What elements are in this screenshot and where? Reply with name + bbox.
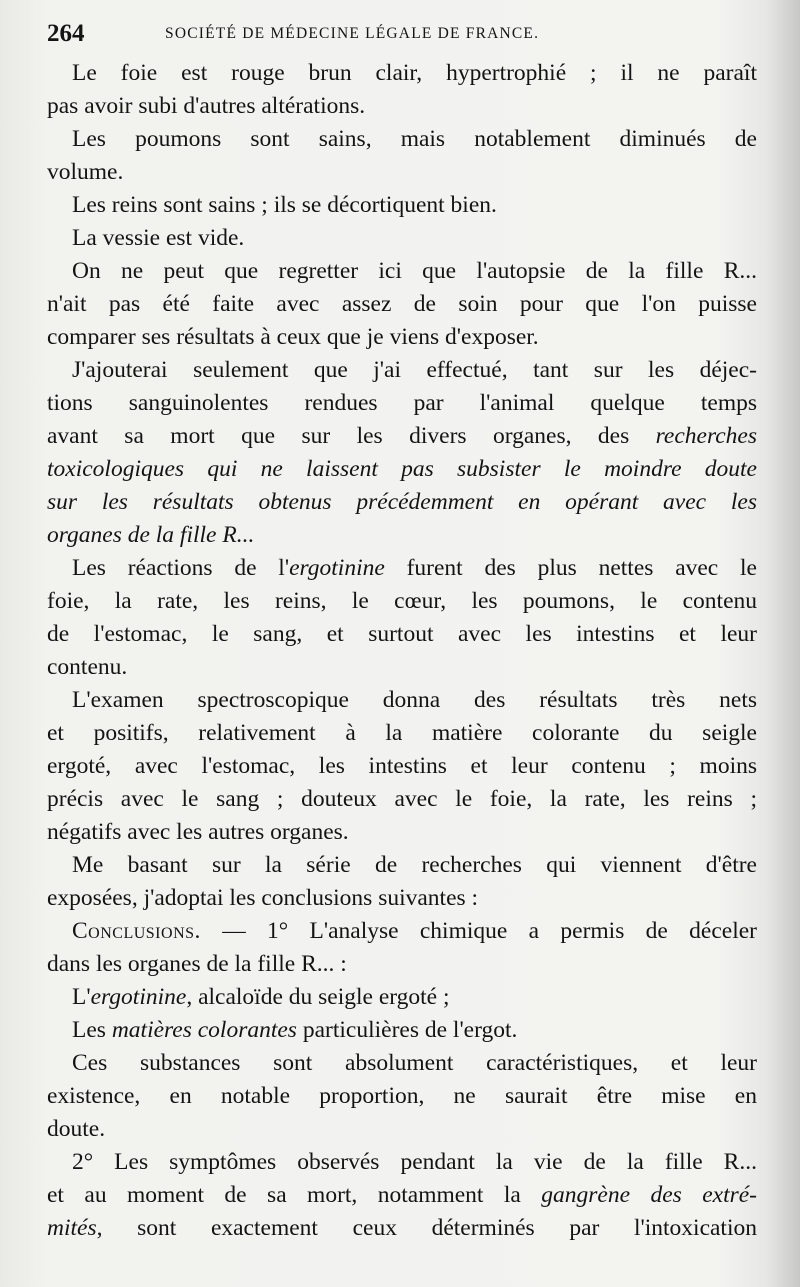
text-line: 2° Les symptômes observés pendant la vie de la fille R... bbox=[72, 1149, 757, 1175]
text-line: négatifs avec les autres organes. bbox=[47, 819, 349, 845]
page-edge-shadow bbox=[766, 0, 800, 1287]
text-run: avant sa mort que sur les divers organes, des bbox=[47, 423, 656, 449]
italic-run: gangrène des extré- bbox=[541, 1182, 757, 1208]
text-line bbox=[47, 1212, 757, 1245]
text-run: L' bbox=[72, 984, 91, 1010]
text-line: organes de la fille R... bbox=[47, 522, 255, 548]
text-line: J'ajouterai seulement que j'ai effectué, tant sur les déjec- bbox=[72, 357, 757, 383]
text-run: et au moment de sa mort, notamment la bbox=[47, 1182, 542, 1208]
text-line: On ne peut que regretter ici que l'autopsie de la fille R... bbox=[72, 258, 757, 284]
text-run: furent des plus nettes avec le bbox=[384, 555, 757, 581]
italic-run: ergotinine bbox=[289, 555, 385, 581]
italic-run: recherches bbox=[655, 423, 757, 449]
text-line: volume. bbox=[47, 159, 124, 185]
body-text bbox=[47, 57, 757, 1245]
text-line: ergoté, avec l'estomac, les intestins et leur contenu ; moins bbox=[47, 753, 757, 779]
text-line: doute. bbox=[47, 1116, 106, 1142]
text-line: Les reins sont sains ; ils se décortiquent bien. bbox=[72, 192, 497, 218]
text-line: n'ait pas été faite avec assez de soin pour que l'on puisse bbox=[47, 291, 757, 317]
text-line: de l'estomac, le sang, et surtout avec les intestins et leur bbox=[47, 621, 757, 647]
text-line: comparer ses résultats à ceux que je viens d'exposer. bbox=[47, 324, 539, 350]
italic-run: matières colorantes bbox=[111, 1017, 297, 1043]
text-run: Les bbox=[72, 1017, 112, 1043]
text-line bbox=[47, 981, 757, 1014]
text-line: précis avec le sang ; douteux avec le foie, la rate, les reins ; bbox=[47, 786, 757, 812]
italic-run: ergotinine bbox=[90, 984, 187, 1010]
text-run: Les réactions de l' bbox=[72, 555, 290, 581]
text-line: contenu. bbox=[47, 654, 128, 680]
text-line: Les poumons sont sains, mais notablement diminués de bbox=[72, 126, 757, 152]
text-line: dans les organes de la fille R... : bbox=[47, 951, 347, 977]
text-run: — 1° L'analyse chimique a permis de déceler bbox=[200, 918, 757, 944]
text-line: et positifs, relativement à la matière colorante du seigle bbox=[47, 720, 757, 746]
text-line: Me basant sur la série de recherches qui viennent d'être bbox=[72, 852, 757, 878]
text-run: , sont exactement ceux déterminés par l'intoxication bbox=[96, 1215, 757, 1241]
text-line: pas avoir subi d'autres altérations. bbox=[47, 93, 366, 119]
text-run: particulières de l'ergot. bbox=[296, 1017, 518, 1043]
text-run: , alcaloïde du seigle ergoté ; bbox=[186, 984, 450, 1010]
page-number: 264 bbox=[47, 20, 85, 47]
text-line bbox=[47, 915, 757, 948]
text-line: exposées, j'adoptai les conclusions suivantes : bbox=[47, 885, 479, 911]
text-line: sur les résultats obtenus précédemment en opérant avec les bbox=[47, 489, 757, 515]
text-line: Le foie est rouge brun clair, hypertrophié ; il ne paraît bbox=[72, 60, 757, 86]
text-line: existence, en notable proportion, ne saurait être mise en bbox=[47, 1083, 757, 1109]
running-title: SOCIÉTÉ DE MÉDECINE LÉGALE DE FRANCE. bbox=[165, 25, 540, 42]
text-line bbox=[47, 1014, 757, 1047]
text-line bbox=[47, 1179, 757, 1212]
text-line: foie, la rate, les reins, le cœur, les poumons, le contenu bbox=[47, 588, 757, 614]
italic-run: mités bbox=[47, 1215, 97, 1241]
text-line: tions sanguinolentes rendues par l'animal quelque temps bbox=[47, 390, 757, 416]
text-line: L'examen spectroscopique donna des résultats très nets bbox=[72, 687, 757, 713]
text-line bbox=[47, 552, 757, 585]
page-header bbox=[47, 20, 767, 50]
text-line: La vessie est vide. bbox=[72, 225, 245, 251]
small-caps-run: Conclusions. bbox=[72, 918, 201, 944]
text-line: Ces substances sont absolument caractéristiques, et leur bbox=[72, 1050, 757, 1076]
text-line bbox=[47, 420, 757, 453]
text-line: toxicologiques qui ne laissent pas subsister le moindre doute bbox=[47, 456, 757, 482]
